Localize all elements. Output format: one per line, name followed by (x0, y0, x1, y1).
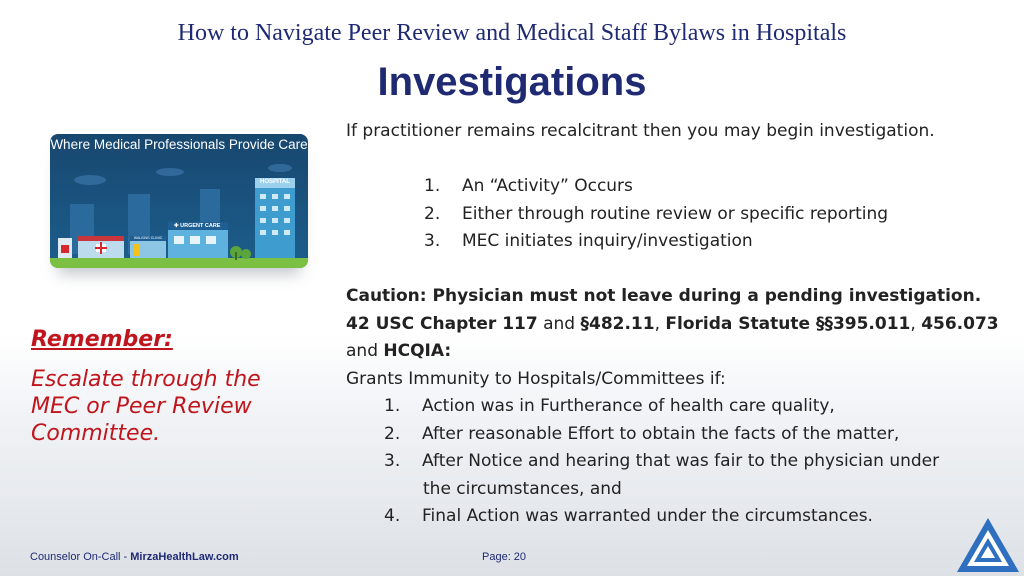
remember-heading: Remember: (31, 327, 173, 352)
urgent-care-label: ✚ URGENT CARE (174, 223, 221, 229)
intro-text: If practitioner remains recalcitrant then you may begin investigation. (346, 121, 935, 141)
remember-body: Escalate through the MEC or Peer Review Committee. (31, 367, 261, 446)
grants-intro: Grants Immunity to Hospitals/Committees if: (346, 368, 726, 389)
grant-item: 3. After Notice and hearing that was fair to the physician under (384, 451, 940, 471)
footer-site-link[interactable]: MirzaHealthLaw.com (130, 551, 239, 563)
city-skyline-graphic (50, 134, 308, 268)
grant-item: 2. After reasonable Effort to obtain the facts of the matter, (384, 423, 900, 444)
care-settings-illustration (50, 134, 308, 268)
remember-callout (31, 327, 291, 447)
step-item: 1. An “Activity” Occurs (424, 176, 633, 196)
illustration-caption: Where Medical Professionals Provide Care (50, 137, 308, 152)
law-citations: 42 USC Chapter 117 and §482.11, Florida Statute §§395.011, 456.073 (346, 313, 999, 334)
step-item: 2. Either through routine review or specific reporting (424, 203, 889, 224)
grant-item-continuation: the circumstances, and (423, 478, 622, 499)
step-item: 3. MEC initiates inquiry/investigation (424, 231, 753, 251)
slide-body (346, 118, 999, 531)
grant-item: 4. Final Action was warranted under the circumstances. (384, 506, 873, 526)
page-heading: Investigations (377, 60, 647, 104)
page-number: Page: 20 (482, 551, 527, 563)
slide-title: How to Navigate Peer Review and Medical Staff Bylaws in Hospitals (177, 20, 847, 46)
footer-credit: Counselor On-Call - MirzaHealthLaw.com (30, 551, 239, 563)
hospital-label: HOSPITAL (260, 179, 290, 185)
grant-item: 1. Action was in Furtherance of health care quality, (384, 396, 835, 416)
hcqia-line: and HCQIA: (346, 341, 452, 361)
caution-text: Caution: Physician must not leave during a pending investigation. (346, 286, 982, 306)
triangle-logo-icon (955, 516, 1021, 574)
walking-clinic-label: WALKING CLINIC (133, 236, 163, 240)
